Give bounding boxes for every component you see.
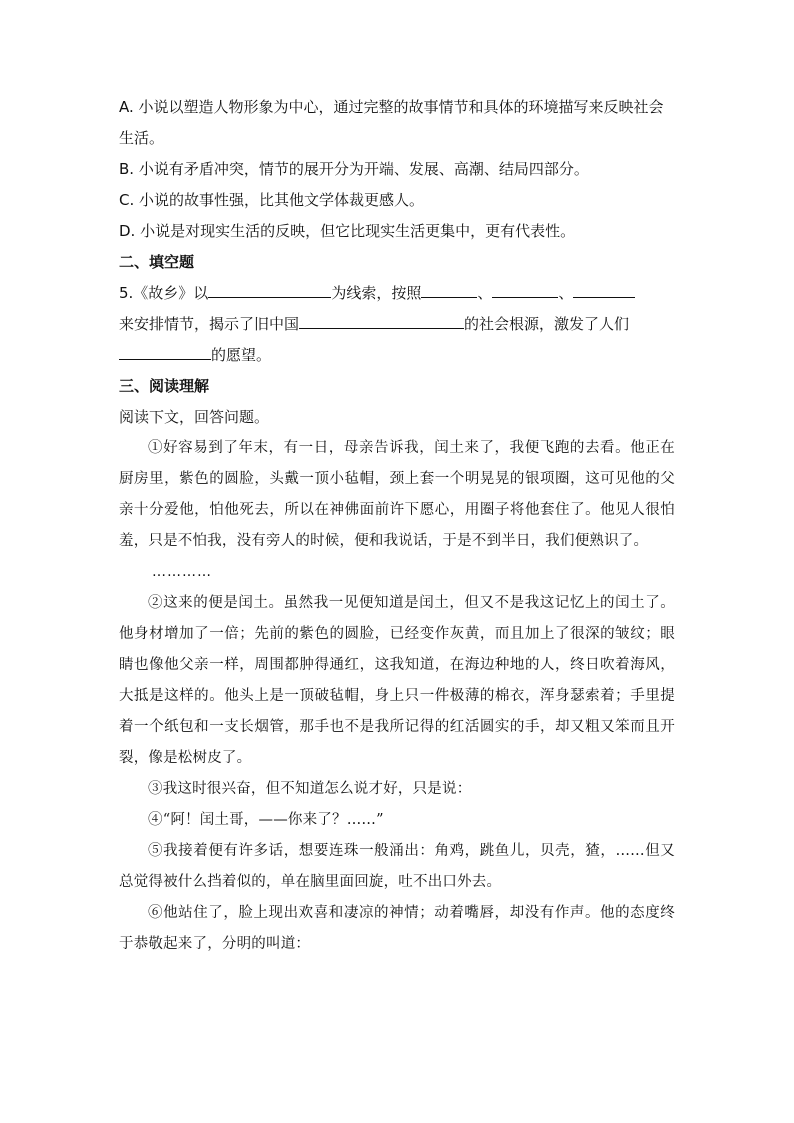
q5-sep-2: 、 (558, 284, 574, 302)
option-c: C. 小说的故事性强，比其他文学体裁更感人。 (119, 191, 425, 209)
answer-blank-3[interactable] (492, 279, 558, 298)
passage-paragraph-4: ④“阿！闰土哥，——你来了？……” (148, 812, 384, 828)
passage-ellipsis: ………… (152, 564, 212, 580)
option-a: A. 小说以塑造人物形象为中心，通过完整的故事情节和具体的环境描写来反映社会生活。 (119, 98, 664, 147)
answer-blank-6[interactable] (119, 341, 211, 360)
option-d: D. 小说是对现实生活的反映，但它比现实生活更集中，更有代表性。 (119, 222, 576, 240)
q5-text-5: 的愿望。 (211, 346, 272, 364)
question-5 (119, 278, 675, 371)
passage-paragraph-1: ①好容易到了年末，有一日，母亲告诉我，闰土来了，我便飞跑的去看。他正在厨房里，紫色的圆脸，头戴一顶小毡帽，颈上套一个明晃晃的银项圈，这可见他的父亲十分爱他，怕他死去，所以在神佛面前许下愿心，用圈子将他套住了。他见人很怕羞，只是不怕我，没有旁人的时候，便和我说话，于是不到半日，我们便熟识了。 (119, 440, 675, 549)
section-heading-reading: 三、阅读理解 (119, 377, 210, 395)
answer-blank-2[interactable] (421, 279, 477, 298)
passage-paragraph-5: ⑤我接着便有许多话，想要连珠一般涌出：角鸡，跳鱼儿，贝壳，猹，……但又总觉得被什么挡着似的，单在脑里面回旋，吐不出口外去。 (119, 843, 675, 890)
content-area (119, 92, 675, 960)
passage-paragraph-3: ③我这时很兴奋，但不知道怎么说才好，只是说： (148, 781, 472, 797)
answer-blank-1[interactable] (208, 279, 331, 298)
section-heading-fill-in: 二、填空题 (119, 253, 195, 271)
q5-text-4: 的社会根源，激发了人们 (464, 315, 630, 333)
q5-text-2: 为线索，按照 (331, 284, 422, 302)
q5-sep-1: 、 (477, 284, 493, 302)
reading-instruction: 阅读下文，回答问题。 (119, 408, 270, 426)
option-b: B. 小说有矛盾冲突，情节的展开分为开端、发展、高潮、结局四部分。 (119, 160, 589, 178)
passage-paragraph-2: ②这来的便是闰土。虽然我一见便知道是闰土，但又不是我这记忆上的闰土了。他身材增加了一倍；先前的紫色的圆脸，已经变作灰黄，而且加上了很深的皱纹；眼睛也像他父亲一样，周围都肿得通红，这我知道，在海边种地的人，终日吹着海风，大抵是这样的。他头上是一顶破毡帽，身上只一件极薄的棉衣，浑身瑟索着；手里提着一个纸包和一支长烟管，那手也不是我所记得的红活圆实的手，却又粗又笨而且开裂，像是松树皮了。 (119, 595, 675, 766)
answer-blank-5[interactable] (299, 310, 464, 329)
q5-text-1: 5.《故乡》以 (119, 284, 209, 302)
q5-text-3: 来安排情节，揭示了旧中国 (119, 315, 300, 333)
passage-paragraph-6: ⑥他站住了，脸上现出欢喜和凄凉的神情；动着嘴唇，却没有作声。他的态度终于恭敬起来了，分明的叫道： (119, 905, 675, 952)
answer-blank-4[interactable] (573, 279, 635, 298)
